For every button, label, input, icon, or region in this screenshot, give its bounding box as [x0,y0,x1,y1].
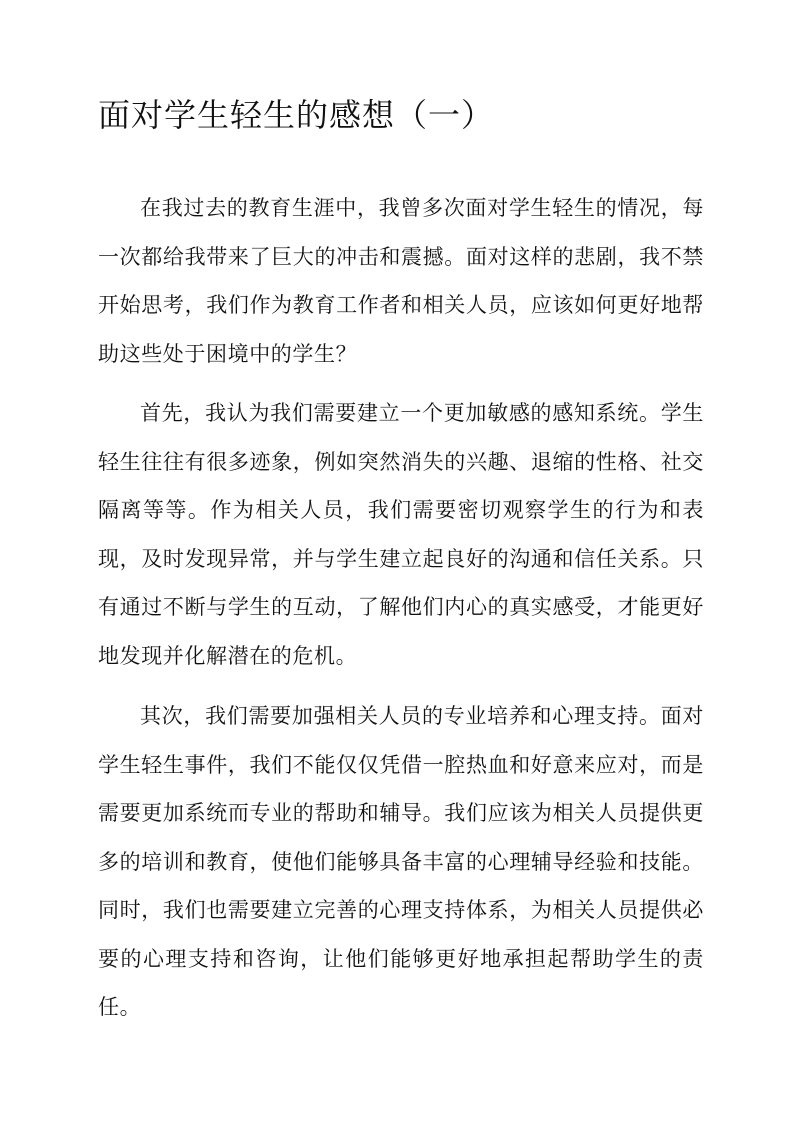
paragraph-first-point: 首先，我认为我们需要建立一个更加敏感的感知系统。学生轻生往往有很多迹象，例如突然消失的兴趣、退缩的性格、社交隔离等等。作为相关人员，我们需要密切观察学生的行为和表现，及时发现异常，并与学生建立起良好的沟通和信任关系。只有通过不断与学生的互动，了解他们内心的真实感受，才能更好地发现并化解潜在的危机。 [98,401,704,668]
paragraph-second-point: 其次，我们需要加强相关人员的专业培养和心理支持。面对学生轻生事件，我们不能仅仅凭借一腔热血和好意来应对，而是需要更加系统而专业的帮助和辅导。我们应该为相关人员提供更多的培训和教育，使他们能够具备丰富的心理辅导经验和技能。同时，我们也需要建立完善的心理支持体系，为相关人员提供必要的心理支持和咨询，让他们能够更好地承担起帮助学生的责任。 [98,704,704,1019]
paragraph-intro: 在我过去的教育生涯中，我曾多次面对学生轻生的情况，每一次都给我带来了巨大的冲击和震撼。面对这样的悲剧，我不禁开始思考，我们作为教育工作者和相关人员，应该如何更好地帮助这些处于困境中的学生？ [98,196,704,366]
document-title: 面对学生轻生的感想（一） [98,96,495,134]
